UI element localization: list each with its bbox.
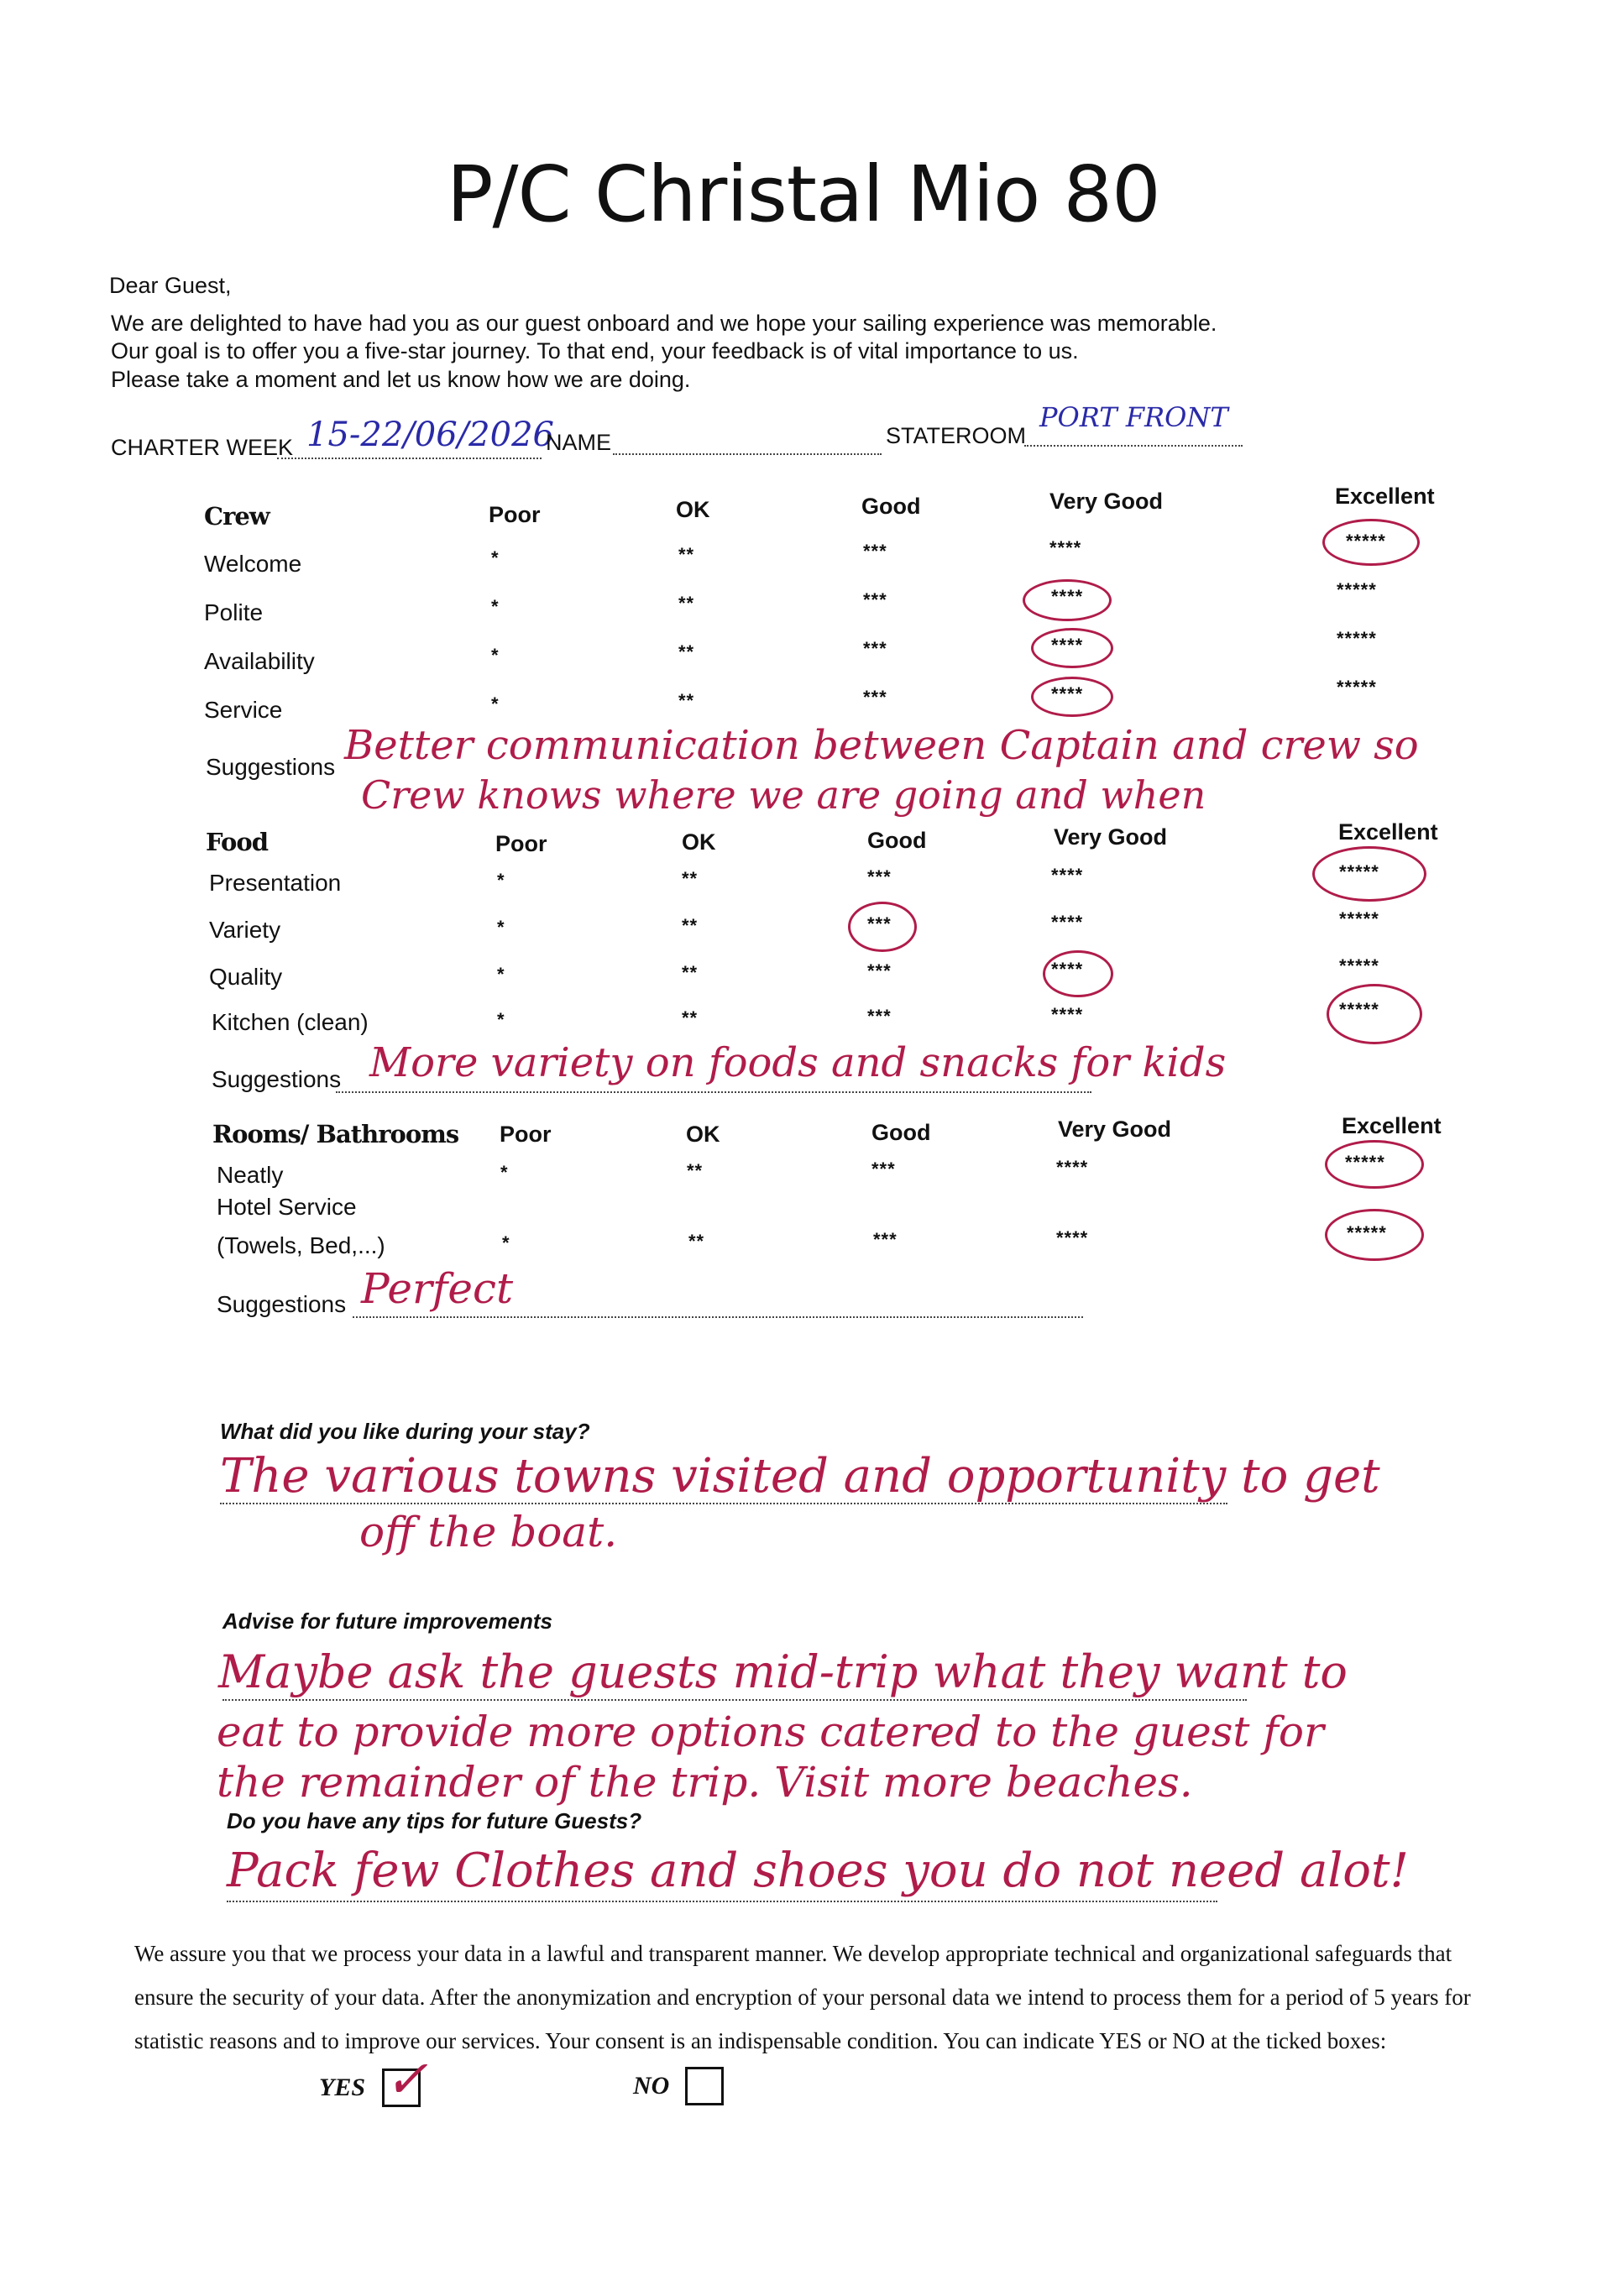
no-label: NO <box>633 2072 670 2100</box>
rating-option-selected[interactable]: **** <box>1051 586 1084 607</box>
yes-check-mark: ✓ <box>385 2048 428 2110</box>
col-header-ok: OK <box>686 1122 720 1147</box>
privacy-line-3: statistic reasons and to improve our services. Your consent is an indispensable condition. You can indicate YES or NO at the ticked boxes: <box>134 2028 1387 2053</box>
privacy-line-2: ensure the security of your data. After the anonymization and encryption of your personal data we intend to process them for a period of 5 years for <box>134 1985 1471 2010</box>
rating-option-selected[interactable]: *** <box>867 913 892 934</box>
rating-option-selected[interactable]: **** <box>1051 683 1084 704</box>
food-row-kitchen-label: Kitchen (clean) <box>212 1009 369 1035</box>
rating-option-selected[interactable]: ***** <box>1346 531 1386 552</box>
selection-circle <box>1325 1209 1424 1261</box>
rating-option[interactable]: *** <box>873 1229 898 1250</box>
col-header-very-good: Very Good <box>1049 489 1164 514</box>
rating-option[interactable]: ***** <box>1337 677 1377 698</box>
rating-option[interactable]: ** <box>688 1231 705 1252</box>
rating-option[interactable]: ** <box>678 690 695 711</box>
col-header-very-good: Very Good <box>1054 824 1168 850</box>
crew-row-welcome-label: Welcome <box>204 551 302 577</box>
rating-option[interactable]: **** <box>1056 1157 1089 1178</box>
greeting: Dear Guest, <box>109 273 232 298</box>
rating-option[interactable]: ** <box>678 544 695 565</box>
rating-option[interactable]: *** <box>863 638 887 659</box>
rating-option[interactable]: * <box>497 964 505 985</box>
selection-circle <box>1312 846 1426 902</box>
col-header-poor: Poor <box>500 1122 552 1147</box>
rating-option[interactable]: * <box>491 547 500 568</box>
selection-circle <box>1325 1140 1424 1189</box>
crew-row-service-label: Service <box>204 697 283 723</box>
food-section-title: Food <box>206 828 268 856</box>
rating-option[interactable]: ***** <box>1339 908 1379 929</box>
rooms-row-hotel-service-label: Hotel Service <box>217 1194 357 1220</box>
liked-answer-line-1[interactable]: The various towns visited and opportunity to get <box>220 1449 1380 1504</box>
crew-row-availability-label: Availability <box>204 648 315 674</box>
rating-option[interactable]: ** <box>678 593 695 614</box>
rating-option[interactable]: * <box>491 596 500 617</box>
col-header-good: Good <box>867 828 927 853</box>
rating-option[interactable]: * <box>502 1232 510 1253</box>
rating-option-selected[interactable]: ***** <box>1347 1222 1387 1243</box>
rooms-suggestions-line-1[interactable]: Perfect <box>361 1264 514 1313</box>
selection-circle <box>1043 950 1113 997</box>
charter-week-label: CHARTER WEEK <box>111 435 294 460</box>
rooms-suggestions-label: Suggestions <box>217 1291 347 1317</box>
crew-row-polite-label: Polite <box>204 599 264 625</box>
rating-option[interactable]: ** <box>687 1160 704 1181</box>
selection-circle <box>1031 628 1113 668</box>
intro-line-1: We are delighted to have had you as our guest onboard and we hope your sailing experience was memorable. <box>111 311 1217 336</box>
rating-option-selected[interactable]: ***** <box>1339 999 1379 1020</box>
selection-circle <box>1327 984 1422 1044</box>
crew-suggestions-line-1[interactable]: Better communication between Captain and crew so <box>344 722 1419 769</box>
advise-answer-line-1[interactable]: Maybe ask the guests mid-trip what they want to <box>218 1645 1348 1698</box>
rating-option[interactable]: * <box>500 1162 509 1183</box>
advise-answer-line-3[interactable]: the remainder of the trip. Visit more beaches. <box>217 1758 1193 1807</box>
rating-option[interactable]: *** <box>863 589 887 610</box>
rating-option[interactable]: **** <box>1051 865 1084 886</box>
stateroom-label: STATEROOM <box>886 423 1026 448</box>
col-header-poor: Poor <box>489 502 541 527</box>
rating-option[interactable]: *** <box>867 1006 892 1027</box>
rating-option[interactable]: ***** <box>1337 628 1377 649</box>
col-header-poor: Poor <box>495 831 547 856</box>
rating-option[interactable]: ** <box>682 915 699 936</box>
intro-line-2: Our goal is to offer you a five-star journey. To that end, your feedback is of vital importance to us. <box>111 338 1079 363</box>
rating-option[interactable]: *** <box>867 960 892 981</box>
rating-option[interactable]: **** <box>1051 912 1084 933</box>
col-header-ok: OK <box>676 497 710 522</box>
advise-answer-line-2[interactable]: eat to provide more options catered to the guest for <box>217 1708 1324 1756</box>
no-checkbox[interactable] <box>685 2067 724 2105</box>
yes-label: YES <box>319 2074 366 2101</box>
privacy-line-1: We assure you that we process your data in a lawful and transparent manner. We develop appropriate technical and organizational safeguards that <box>134 1941 1452 1966</box>
food-suggestions-label: Suggestions <box>212 1066 342 1092</box>
selection-circle <box>1322 519 1420 566</box>
rating-option[interactable]: ** <box>682 1007 699 1028</box>
liked-answer-line-2[interactable]: off the boat. <box>359 1508 618 1556</box>
rating-option[interactable]: **** <box>1056 1227 1089 1248</box>
rating-option[interactable]: ** <box>682 962 699 983</box>
intro-line-3: Please take a moment and let us know how we are doing. <box>111 367 691 392</box>
rating-option[interactable]: * <box>497 870 505 891</box>
col-header-excellent: Excellent <box>1335 484 1435 509</box>
rating-option[interactable]: ** <box>678 641 695 662</box>
form-title: P/C Christal Mio 80 <box>447 149 1160 239</box>
rooms-section-title: Rooms/ Bathrooms <box>212 1120 459 1148</box>
rating-option[interactable]: **** <box>1049 537 1082 558</box>
tips-question: Do you have any tips for future Guests? <box>227 1808 642 1833</box>
rating-option-selected[interactable]: **** <box>1051 959 1084 980</box>
stateroom-value[interactable]: PORT FRONT <box>1039 401 1228 433</box>
selection-circle <box>848 902 917 952</box>
col-header-ok: OK <box>682 829 716 855</box>
advise-question: Advise for future improvements <box>222 1608 552 1634</box>
rating-option[interactable]: ***** <box>1337 579 1377 600</box>
rating-option[interactable]: * <box>491 645 500 666</box>
rating-option[interactable]: *** <box>871 1158 896 1179</box>
selection-circle <box>1023 579 1112 621</box>
col-header-very-good: Very Good <box>1058 1117 1172 1142</box>
rating-option[interactable]: *** <box>863 687 887 708</box>
col-header-excellent: Excellent <box>1342 1113 1442 1138</box>
col-header-good: Good <box>861 494 921 519</box>
col-header-good: Good <box>871 1120 931 1145</box>
tips-answer-line-1[interactable]: Pack few Clothes and shoes you do not need alot! <box>227 1844 1409 1898</box>
food-row-presentation-label: Presentation <box>209 870 342 896</box>
rating-option[interactable]: * <box>497 917 505 938</box>
food-row-variety-label: Variety <box>209 917 281 943</box>
rating-option[interactable]: **** <box>1051 1004 1084 1025</box>
rooms-row-neatly-label: Neatly <box>217 1162 284 1188</box>
rating-option[interactable]: ** <box>682 868 699 889</box>
selection-circle <box>1031 677 1113 717</box>
crew-suggestions-label: Suggestions <box>206 754 336 780</box>
food-row-quality-label: Quality <box>209 964 283 990</box>
rating-option-selected[interactable]: ***** <box>1339 861 1379 882</box>
rating-option[interactable]: *** <box>867 866 892 887</box>
rating-option-selected[interactable]: ***** <box>1345 1152 1385 1173</box>
crew-section-title: Crew <box>204 502 270 531</box>
rating-option-selected[interactable]: **** <box>1051 635 1084 656</box>
rooms-row-hotel-service-sublabel: (Towels, Bed,...) <box>217 1232 385 1258</box>
rating-option[interactable]: * <box>491 693 500 714</box>
charter-week-value[interactable]: 15-22/06/2026 <box>306 416 554 454</box>
rating-option[interactable]: * <box>497 1009 505 1030</box>
liked-question: What did you like during your stay? <box>220 1419 590 1444</box>
col-header-excellent: Excellent <box>1338 819 1438 845</box>
rating-option[interactable]: *** <box>863 541 887 562</box>
food-suggestions-line-1[interactable]: More variety on foods and snacks for kids <box>369 1039 1227 1086</box>
name-label: NAME <box>546 430 612 455</box>
rating-option[interactable]: ***** <box>1339 955 1379 976</box>
crew-suggestions-line-2[interactable]: Crew knows where we are going and when <box>361 772 1206 818</box>
